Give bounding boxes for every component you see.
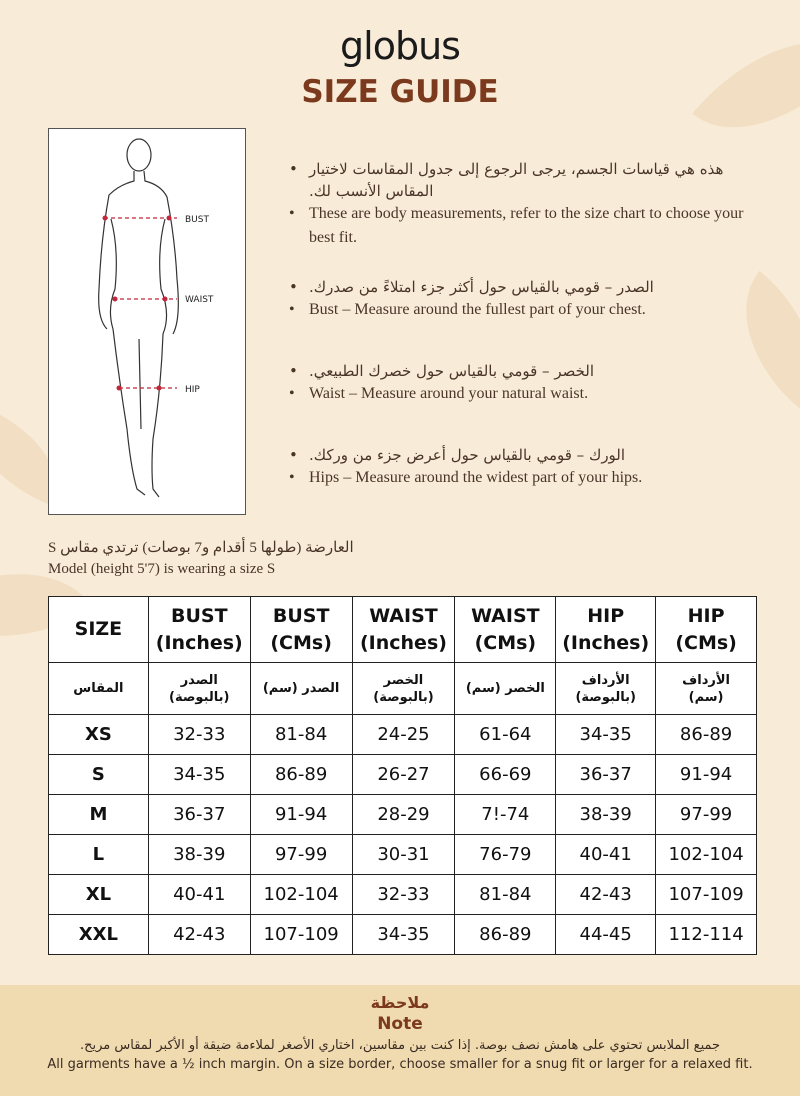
note-section: [0, 985, 800, 1096]
instruction-waist: • الخصر – قومي بالقياس حول خصرك الطبيعي. • Waist – Measure around your natural waist.: [289, 362, 595, 402]
table-row: [49, 755, 757, 795]
column-header-title: WAIST: [369, 604, 438, 627]
table-cell: 76-79: [455, 835, 556, 875]
column-header: [556, 597, 656, 663]
table-cell: 86-89: [250, 755, 352, 795]
note-text-en: All garments have a ½ inch margin. On a size border, choose smaller for a snug fit or larger for a relaxed fit.: [47, 1057, 753, 1072]
table-cell: 102-104: [250, 875, 352, 915]
column-header-unit: (Inches): [359, 631, 447, 654]
table-header-row-arabic: [49, 663, 757, 715]
column-header: [455, 597, 556, 663]
instruction-ar: الصدر – قومي بالقياس حول أكثر جزء امتلاءً من صدرك.: [309, 278, 654, 296]
table-cell: 7!-74: [455, 795, 556, 835]
instruction-hips: • الورك – قومي بالقياس حول أعرض جزء من وركك. • Hips – Measure around the widest part of your hips.: [289, 446, 643, 486]
column-header-title: WAIST: [471, 604, 540, 627]
column-header-arabic: الصدر (سم): [250, 663, 352, 715]
size-chart-table: [48, 596, 757, 955]
table-cell: 40-41: [556, 835, 656, 875]
column-header-arabic: الصدر (بالبوصة): [148, 663, 250, 715]
body-measurement-figure: [48, 128, 246, 515]
note-text-ar: جميع الملابس تحتوي على هامش نصف بوصة. إذا كنت بين مقاسين، اختاري الأصغر لملاءمة ضيقة أو الأكبر لمقاس مريح.: [79, 1038, 721, 1053]
table-cell: 32-33: [148, 715, 250, 755]
table-cell: 30-31: [352, 835, 455, 875]
bust-label: BUST: [185, 215, 209, 225]
column-header-title: BUST: [272, 604, 330, 627]
table-cell: 38-39: [148, 835, 250, 875]
table-cell: 42-43: [556, 875, 656, 915]
table-cell: 28-29: [352, 795, 455, 835]
table-row: [49, 915, 757, 955]
size-cell: M: [49, 795, 149, 835]
table-cell: 36-37: [556, 755, 656, 795]
instruction-bust: • الصدر – قومي بالقياس حول أكثر جزء امتلاءً من صدرك. • Bust – Measure around the fullest part of your chest.: [289, 278, 654, 318]
table-cell: 97-99: [250, 835, 352, 875]
hip-label: HIP: [185, 385, 200, 395]
table-cell: 38-39: [556, 795, 656, 835]
column-header-unit: (CMs): [675, 631, 737, 654]
column-header: [352, 597, 455, 663]
table-cell: 112-114: [656, 915, 757, 955]
table-row: [49, 835, 757, 875]
column-header-unit: (CMs): [474, 631, 537, 654]
table-cell: 34-35: [556, 715, 656, 755]
note-title-ar: ملاحظة: [370, 993, 430, 1012]
table-cell: 34-35: [148, 755, 250, 795]
brand-logo: globus: [340, 24, 460, 68]
table-cell: 81-84: [455, 875, 556, 915]
table-cell: 107-109: [656, 875, 757, 915]
size-cell: S: [49, 755, 149, 795]
table-cell: 86-89: [656, 715, 757, 755]
table-cell: 26-27: [352, 755, 455, 795]
column-header: [49, 597, 149, 663]
instruction-ar: الخصر – قومي بالقياس حول خصرك الطبيعي.: [309, 362, 595, 380]
column-header-title: HIP: [687, 604, 725, 627]
note-title-en: Note: [377, 1014, 423, 1034]
table-cell: 36-37: [148, 795, 250, 835]
instruction-en: Hips – Measure around the widest part of your hips.: [309, 469, 643, 486]
column-header-title: SIZE: [74, 618, 123, 640]
table-cell: 42-43: [148, 915, 250, 955]
table-row: [49, 795, 757, 835]
column-header-unit: (CMs): [270, 631, 332, 654]
table-cell: 97-99: [656, 795, 757, 835]
table-cell: 66-69: [455, 755, 556, 795]
instruction-en: Bust – Measure around the fullest part of your chest.: [309, 301, 646, 318]
table-cell: 61-64: [455, 715, 556, 755]
size-cell: XS: [49, 715, 149, 755]
column-header-unit: (Inches): [562, 631, 650, 654]
table-cell: 86-89: [455, 915, 556, 955]
table-header-row: [49, 597, 757, 663]
column-header: [656, 597, 757, 663]
column-header: [148, 597, 250, 663]
table-cell: 91-94: [250, 795, 352, 835]
body-silhouette-illustration: [49, 129, 247, 516]
waist-label: WAIST: [185, 295, 214, 305]
table-row: [49, 715, 757, 755]
page-title: SIZE GUIDE: [301, 74, 499, 110]
size-cell: XL: [49, 875, 149, 915]
model-info-en: Model (height 5'7) is wearing a size S: [48, 561, 276, 577]
instruction-ar: هذه هي قياسات الجسم، يرجى الرجوع إلى جدول المقاسات لاختيار المقاس الأنسب لك.: [309, 160, 724, 200]
size-cell: XXL: [49, 915, 149, 955]
table-cell: 32-33: [352, 875, 455, 915]
column-header-title: HIP: [587, 604, 625, 627]
instruction-general: • هذه هي قياسات الجسم، يرجى الرجوع إلى جدول المقاسات لاختيار المقاس الأنسب لك. • These are body measurements, refer to the size chart to choose your best fit.: [289, 160, 744, 246]
measurement-instructions: [285, 158, 745, 516]
instruction-ar: الورك – قومي بالقياس حول أعرض جزء من وركك.: [309, 446, 626, 464]
table-row: [49, 875, 757, 915]
table-cell: 102-104: [656, 835, 757, 875]
column-header-arabic: الخصر (بالبوصة): [352, 663, 455, 715]
table-cell: 107-109: [250, 915, 352, 955]
table-cell: 44-45: [556, 915, 656, 955]
table-cell: 34-35: [352, 915, 455, 955]
column-header-unit: (Inches): [155, 631, 243, 654]
column-header-arabic: الخصر (سم): [455, 663, 556, 715]
instruction-en: Waist – Measure around your natural waist.: [309, 385, 589, 402]
column-header-arabic: المقاس: [49, 663, 149, 715]
instruction-en: These are body measurements, refer to the size chart to choose your best fit.: [309, 205, 744, 246]
column-header-title: BUST: [170, 604, 228, 627]
model-info: [48, 538, 354, 580]
table-cell: 40-41: [148, 875, 250, 915]
model-info-ar: العارضة (طولها 5 أقدام و7 بوصات) ترتدي مقاس S: [48, 540, 354, 556]
table-cell: 91-94: [656, 755, 757, 795]
column-header: [250, 597, 352, 663]
table-cell: 24-25: [352, 715, 455, 755]
size-cell: L: [49, 835, 149, 875]
table-cell: 81-84: [250, 715, 352, 755]
column-header-arabic: الأرداف (بالبوصة): [556, 663, 656, 715]
column-header-arabic: الأرداف (سم): [656, 663, 757, 715]
